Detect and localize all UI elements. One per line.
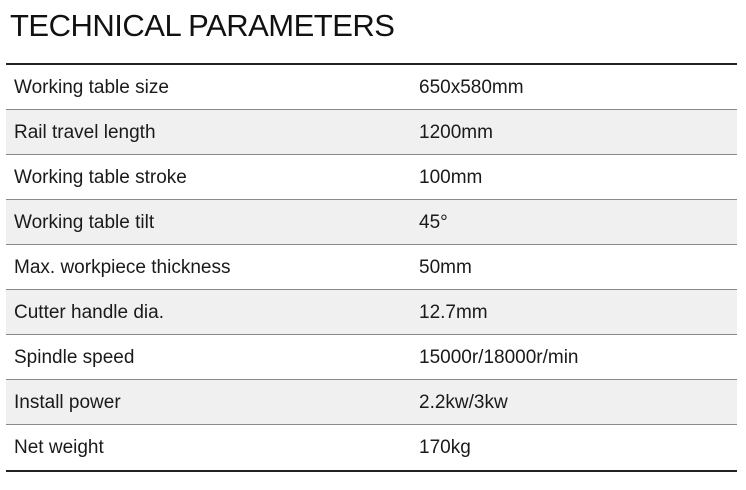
spec-table — [6, 63, 737, 472]
param-value: 15000r/18000r/min — [419, 347, 579, 368]
table-row — [6, 200, 737, 245]
param-value: 650x580mm — [419, 77, 524, 98]
table-row — [6, 425, 737, 472]
param-label: Install power — [14, 392, 121, 413]
param-label: Rail travel length — [14, 122, 156, 143]
param-label: Spindle speed — [14, 347, 135, 368]
param-label: Max. workpiece thickness — [14, 257, 231, 278]
param-value: 2.2kw/3kw — [419, 392, 508, 413]
table-row — [6, 380, 737, 425]
param-label: Working table stroke — [14, 167, 187, 188]
param-value: 45° — [419, 212, 448, 233]
param-value: 100mm — [419, 167, 483, 188]
param-label: Working table size — [14, 77, 169, 98]
table-row — [6, 155, 737, 200]
param-label: Working table tilt — [14, 212, 155, 233]
table-row — [6, 335, 737, 380]
param-label: Cutter handle dia. — [14, 302, 164, 323]
table-row — [6, 290, 737, 335]
param-value: 12.7mm — [419, 302, 488, 323]
param-value: 1200mm — [419, 122, 493, 143]
table-row — [6, 245, 737, 290]
param-label: Net weight — [14, 437, 104, 458]
param-value: 170kg — [419, 437, 471, 458]
page-title: TECHNICAL PARAMETERS — [10, 8, 395, 43]
table-row — [6, 65, 737, 110]
param-value: 50mm — [419, 257, 472, 278]
table-row — [6, 110, 737, 155]
